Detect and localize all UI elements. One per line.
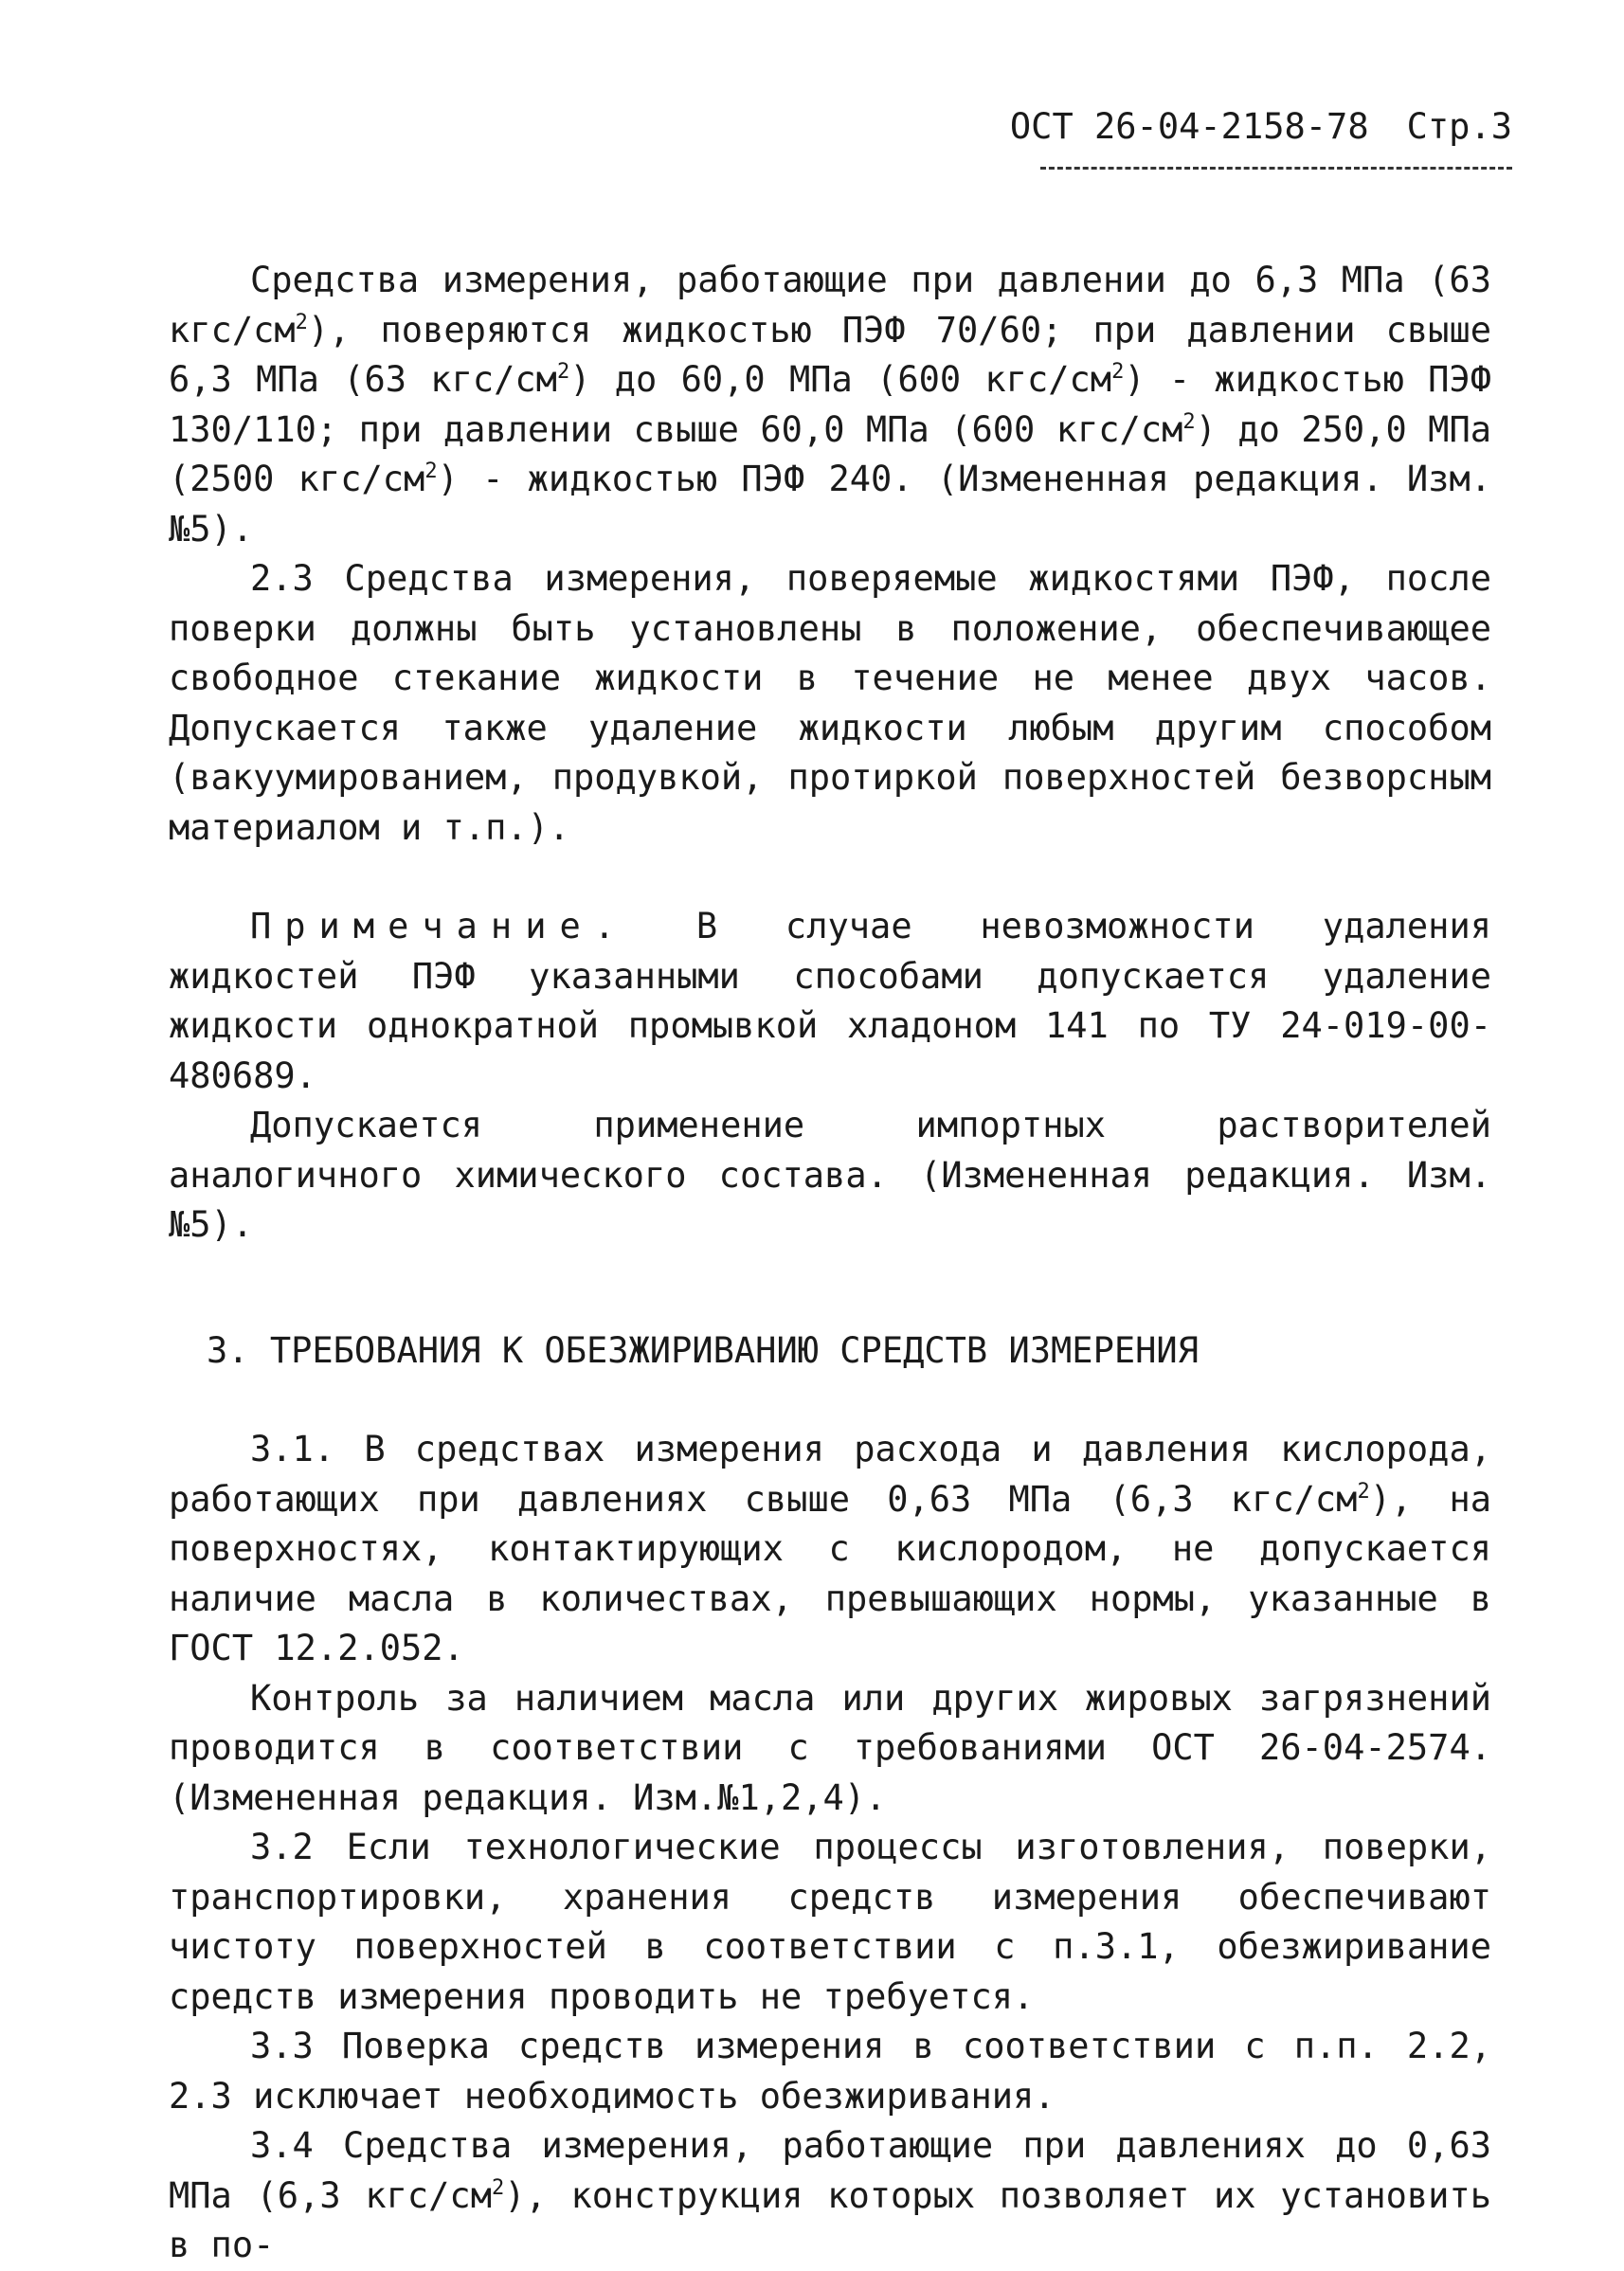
note-text: В случае невозможности удаления жидкостей ПЭФ указанными способами допускается удаление жидкости однократной промывкой хладоном 141 по ТУ 24-019-00-480689. (169, 906, 1491, 1096)
paragraph-3-1: 3.1. В средствах измерения расхода и давления кислорода, работающих при давлениях свыше 0,63 МПа (6,3 кгс/$см^2$), на поверхностях, контактирующих с кислородом, не допускается наличие масла в количествах, превышающих нормы, указанные в ГОСТ 12.2.052. (169, 1429, 1491, 1668)
page-number: Стр.3 (1406, 106, 1512, 147)
spacer (169, 1251, 1491, 1326)
section-3-title: 3. ТРЕБОВАНИЯ К ОБЕЗЖИРИВАНИЮ СРЕДСТВ ИЗМЕРЕНИЯ (207, 1329, 1199, 1371)
paragraph-3-2: 3.2 Если технологические процессы изготовления, поверки, транспортировки, хранения средств измерения обеспечивают чистоту поверхностей в соответствии с п.3.1, обезжиривание средств измерения проводить не требуется. (169, 1827, 1491, 2017)
spacer (169, 853, 1491, 902)
paragraph-pef-liquids: Средства измерения, работающие при давлении до 6,3 МПа (63 кгс/$см^2$), поверяются жидкостью ПЭФ 70/60; при давлении свыше 6,3 МПа (63 кгс/$см^2$) до 60,0 МПа (600 кгс/$см^2$) - жидкостью ПЭФ 130/110; при давлении свыше 60,0 МПа (600 кгс/$см^2$) до 250,0 МПа (2500 кгс/$см^2$) - жидкостью ПЭФ 240. (Измененная редакция. Изм.№5). (169, 260, 1491, 550)
document-body (169, 256, 1491, 2271)
paragraph-3-3: 3.3 Поверка средств измерения в соответствии с п.п. 2.2, 2.3 исключает необходимость обезжиривания. (169, 2026, 1491, 2117)
note-paragraph (169, 902, 1491, 1101)
paragraph-2-3: 2.3 Средства измерения, поверяемые жидкостями ПЭФ, после поверки должны быть установлены в положение, обеспечивающее свободное стекание жидкости в течение не менее двух часов. Допускается также удаление жидкости любым другим способом (вакуумированием, продувкой, протиркой поверхностей безворсным материалом и т.п.). (169, 558, 1491, 848)
note-label: Примечание. (250, 906, 629, 946)
paragraph-3-1-control: Контроль за наличием масла или других жировых загрязнений проводится в соответствии с требованиями ОСТ 26-04-2574. (Измененная редакция. Изм.№1,2,4). (169, 1677, 1491, 1818)
header-divider (1040, 167, 1512, 170)
paragraph-solvents: Допускается применение импортных растворителей аналогичного химического состава. (Измененная редакция. Изм.№5). (169, 1105, 1491, 1245)
doc-code: ОСТ 26-04-2158-78 (1009, 106, 1369, 147)
page-header (1010, 106, 1512, 147)
spacer (169, 1376, 1491, 1425)
paragraph-3-4: 3.4 Средства измерения, работающие при давлениях до 0,63 МПа (6,3 кгс/$см^2$), конструкция которых позволяет их установить в по- (169, 2125, 1491, 2265)
